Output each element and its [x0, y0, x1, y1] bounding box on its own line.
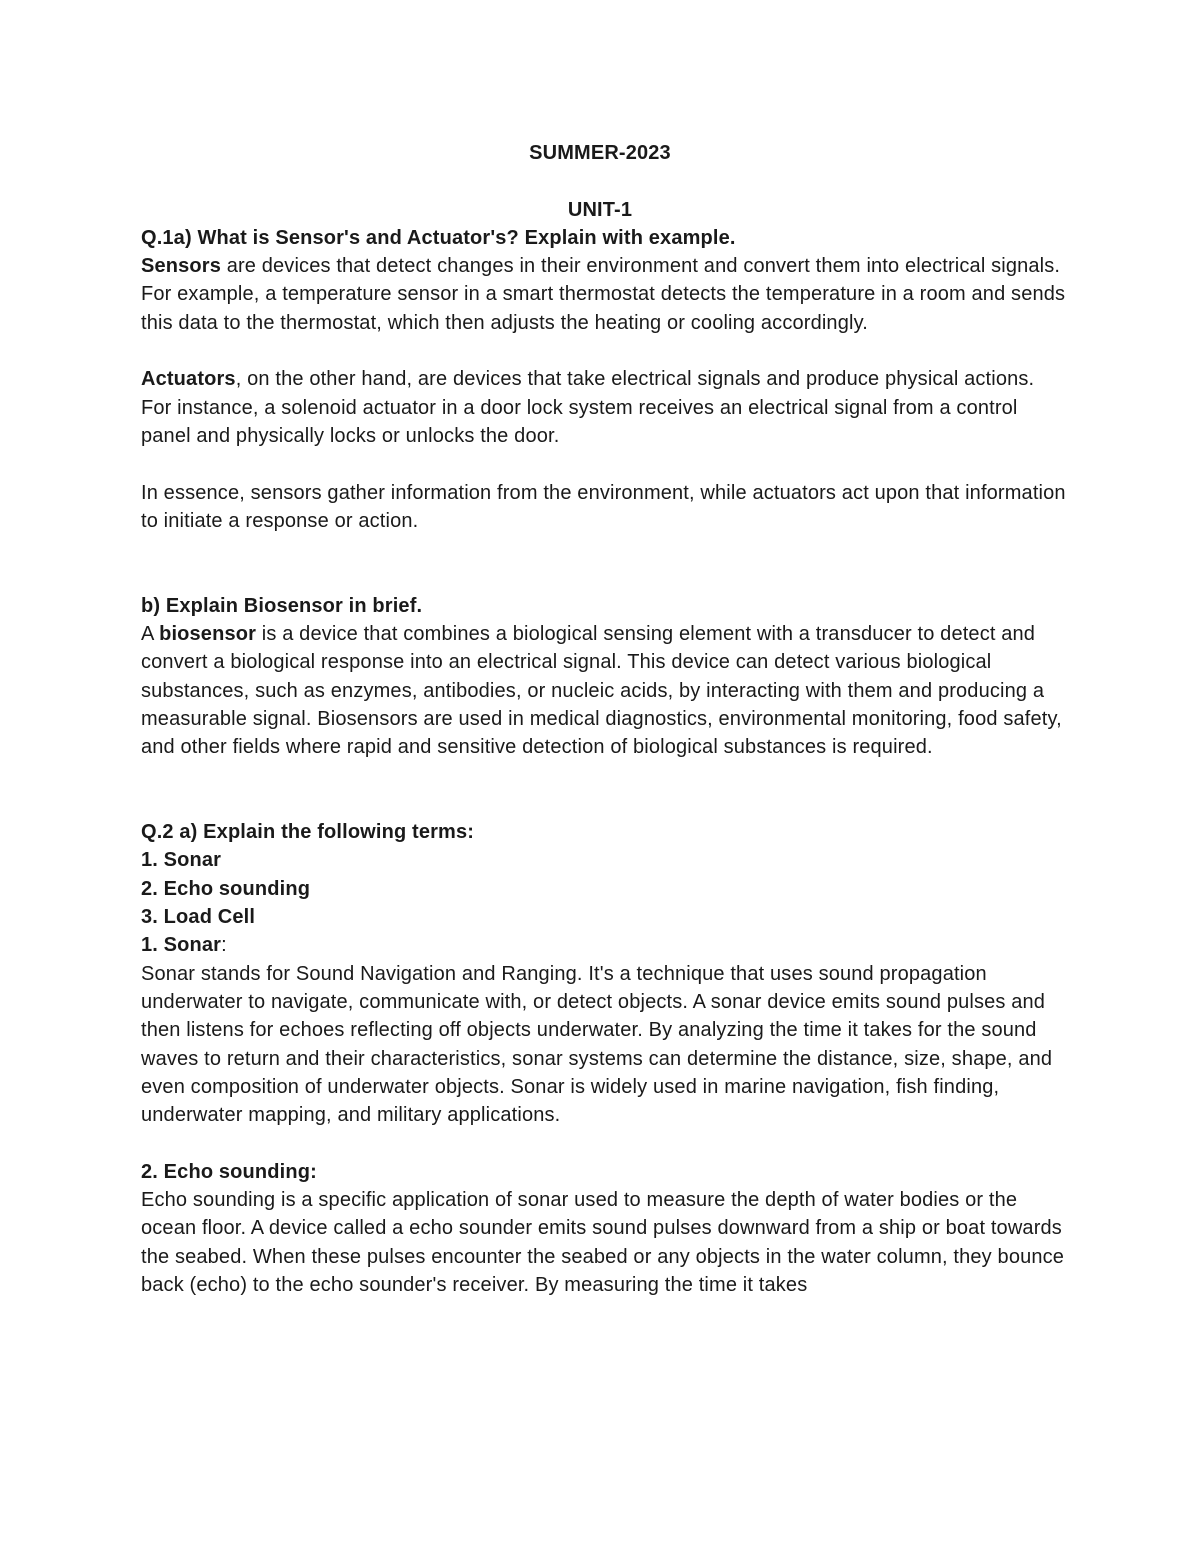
spacer	[141, 450, 1066, 478]
question-1a: Q.1a) What is Sensor's and Actuator's? Explain with example.	[141, 226, 736, 249]
unit-heading: UNIT-1	[567, 198, 633, 221]
spacer	[141, 1129, 1066, 1157]
biosensor-term: biosensor	[159, 623, 257, 646]
biosensor-lead: A	[141, 623, 160, 646]
biosensor-text: is a device that combines a biological sensing element with a transducer to detect and convert a biological response into an electrical signal. This device can detect various biological substances, such as enzymes, antibodies, or nucleic acids, by interacting with them and producing a measurable signal. Biosensors are used in medical diagnostics, environmental monitoring, food safety, and other fields where rapid and sensitive detection of biological substances is required.	[141, 623, 1062, 759]
actuators-term: Actuators	[141, 368, 236, 391]
biosensor-paragraph	[141, 620, 1066, 761]
sonar-heading: 1. Sonar	[141, 934, 222, 957]
spacer	[141, 337, 1066, 365]
sensors-term: Sensors	[141, 255, 221, 278]
term-list-item: 3. Load Cell	[141, 906, 256, 929]
spacer	[141, 762, 1066, 819]
sonar-heading-line	[141, 931, 1066, 959]
document-title: SUMMER-2023	[529, 142, 671, 164]
actuators-text: , on the other hand, are devices that take electrical signals and produce physical actions. For instance, a solenoid actuator in a door lock system receives an electrical signal from a control panel and physically locks or unlocks the door.	[141, 368, 1035, 447]
question-2a: Q.2 a) Explain the following terms:	[141, 821, 475, 844]
echo-sounding-paragraph: Echo sounding is a specific application of sonar used to measure the depth of water bodies or the ocean floor. A device called a echo sounder emits sound pulses downward from a ship or boat towards the seabed. When these pulses encounter the seabed or any objects in the water column, they bounce back (echo) to the echo sounder's receiver. By measuring the time it takes	[141, 1188, 1065, 1296]
spacer	[141, 535, 1066, 592]
sonar-paragraph: Sonar stands for Sound Navigation and Ranging. It's a technique that uses sound propagation underwater to navigate, communicate with, or detect objects. A sonar device emits sound pulses and then listens for echoes reflecting off objects underwater. By analyzing the time it takes for the sound waves to return and their characteristics, sonar systems can determine the distance, size, shape, and even composition of underwater objects. Sonar is widely used in marine navigation, fish finding, underwater mapping, and military applications.	[141, 962, 1053, 1127]
question-1b: b) Explain Biosensor in brief.	[141, 594, 423, 617]
sensors-paragraph	[141, 252, 1066, 337]
term-list-item: 1. Sonar	[141, 849, 222, 872]
essence-paragraph: In essence, sensors gather information from the environment, while actuators act upon that information to initiate a response or action.	[141, 481, 1066, 532]
term-list-item: 2. Echo sounding	[141, 877, 311, 900]
spacer	[141, 167, 1066, 195]
sonar-colon: :	[221, 934, 227, 957]
actuators-paragraph	[141, 365, 1066, 450]
document-content	[141, 139, 1066, 1299]
echo-sounding-heading: 2. Echo sounding:	[141, 1160, 317, 1183]
sensors-text: are devices that detect changes in their environment and convert them into electrical signals. For example, a temperature sensor in a smart thermostat detects the temperature in a room and sends this data to the thermostat, which then adjusts the heating or cooling accordingly.	[141, 255, 1066, 334]
